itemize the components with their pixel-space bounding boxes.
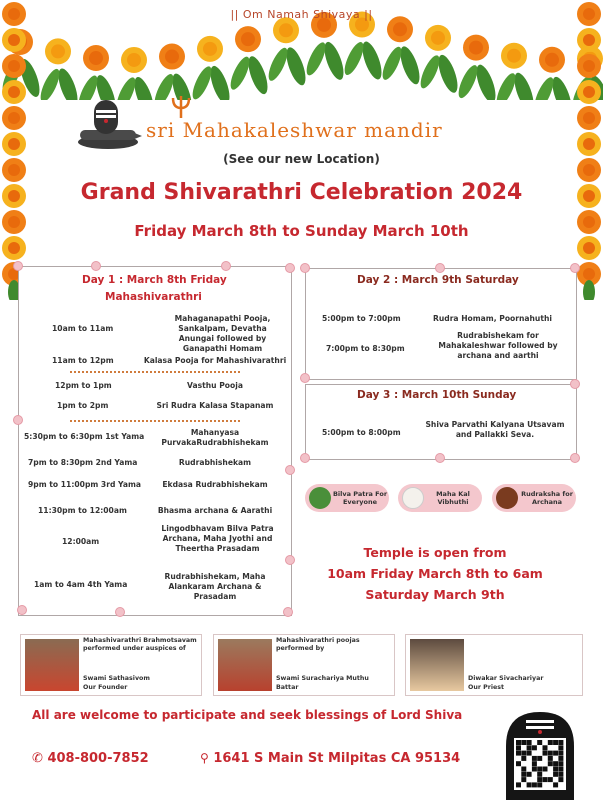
schedule-time: 7:00pm to 8:30pm xyxy=(326,344,405,353)
welcome-message: All are welcome to participate and seek blessings of Lord Shiva xyxy=(32,708,463,722)
decorative-flower xyxy=(285,263,295,273)
event-title: Grand Shivarathri Celebration 2024 xyxy=(80,180,523,205)
event-dates: Friday March 8th to Sunday March 10th xyxy=(134,222,469,240)
shiva-lingam-logo-icon xyxy=(72,94,142,154)
marigold-garland-right xyxy=(575,0,603,300)
schedule-time: 10am to 11am xyxy=(52,324,114,333)
vibhuthi-bowl-icon xyxy=(402,487,424,509)
decorative-flower xyxy=(115,607,125,617)
priest-card-battar: Mahashivarathri poojas performed by Swami Surachariya Muthu Battar xyxy=(213,634,395,696)
decorative-flower xyxy=(13,415,23,425)
schedule-time: 5:00pm to 8:00pm xyxy=(322,428,401,437)
temple-name: sri Mahakaleshwar mandir xyxy=(146,118,443,142)
schedule-time: 7pm to 8:30pm 2nd Yama xyxy=(28,458,138,467)
decorative-flower xyxy=(300,263,310,273)
offering-bilva-patra: Bilva Patra For Everyone xyxy=(305,484,389,512)
priest-photo xyxy=(218,639,272,691)
phone-contact[interactable] xyxy=(32,751,149,766)
phone-number: 408-800-7852 xyxy=(47,751,149,766)
priest-card-priest: Diwakar Sivachariyar Our Priest xyxy=(405,634,583,696)
map-pin-icon: ⚲ xyxy=(200,751,209,765)
schedule-time: 1pm to 2pm xyxy=(57,401,109,410)
temple-hours-line2: 10am Friday March 8th to 6am xyxy=(327,566,543,581)
decorative-flower xyxy=(570,379,580,389)
schedule-time: 5:00pm to 7:00pm xyxy=(322,314,401,323)
decorative-flower xyxy=(300,373,310,383)
schedule-event: Rudra Homam, Poornahuthi xyxy=(433,314,552,323)
schedule-event: Rudrabishekam for Mahakaleshwar followed by archana and aarthi xyxy=(438,331,558,360)
bilva-leaf-icon xyxy=(309,487,331,509)
schedule-time: 9pm to 11:00pm 3rd Yama xyxy=(28,480,142,489)
qr-code-icon[interactable] xyxy=(500,706,580,800)
schedule-time: 1am to 4am 4th Yama xyxy=(34,580,128,589)
temple-hours-line1: Temple is open from xyxy=(363,545,507,560)
decorative-flower xyxy=(435,453,445,463)
decorative-flower xyxy=(435,263,445,273)
marigold-garland-left xyxy=(0,0,28,300)
schedule-event: Rudrabhishekam, Maha Alankaram Archana & Prasadam xyxy=(164,572,266,601)
decorative-flower xyxy=(221,261,231,271)
decorative-flower xyxy=(570,453,580,463)
rudraksha-beads-icon xyxy=(496,487,518,509)
offering-vibhuthi: Maha Kal Vibhuthi xyxy=(398,484,482,512)
phone-icon: ✆ xyxy=(32,751,43,766)
divider xyxy=(70,371,240,375)
address-text: 1641 S Main St Milpitas CA 95134 xyxy=(213,751,461,766)
schedule-time: 11:30pm to 12:00am xyxy=(38,506,127,515)
schedule-event: Rudrabhishekam xyxy=(178,458,252,467)
schedule-time: 5:30pm to 6:30pm 1st Yama xyxy=(24,432,145,441)
temple-hours-line3: Saturday March 9th xyxy=(365,587,505,602)
schedule-event: Bhasma archana & Aarathi xyxy=(157,506,273,515)
day1-heading: Day 1 : March 8th Friday xyxy=(82,274,227,286)
om-namah-shivaya: || Om Namah Shivaya || xyxy=(230,8,373,21)
decorative-flower xyxy=(285,465,295,475)
schedule-time: 12pm to 1pm xyxy=(55,381,112,390)
day2-heading: Day 2 : March 9th Saturday xyxy=(357,274,519,286)
address-contact[interactable] xyxy=(200,751,460,766)
schedule-time: 11am to 12pm xyxy=(52,356,114,365)
decorative-flower xyxy=(300,453,310,463)
trishul-icon xyxy=(168,94,194,120)
decorative-flower xyxy=(283,607,293,617)
schedule-event: Kalasa Pooja for Mahashivarathri xyxy=(143,356,287,365)
schedule-event: Mahaganapathi Pooja, Sankalpam, Devatha Anungai followed by Ganapathi Homam xyxy=(174,314,271,353)
decorative-flower xyxy=(285,555,295,565)
day3-heading: Day 3 : March 10th Sunday xyxy=(357,389,517,401)
schedule-event: Vasthu Pooja xyxy=(187,381,243,390)
schedule-event: Ekdasa Rudrabhishekam xyxy=(162,480,268,489)
decorative-flower xyxy=(17,605,27,615)
schedule-event: Lingodbhavam Bilva Patra Archana, Maha Jyothi and Theertha Prasadam xyxy=(161,524,274,553)
priest-card-founder: Mahashivarathri Brahmotsavam performed under auspices of Swami Sathasivom Our Founder xyxy=(20,634,202,696)
decorative-flower xyxy=(570,263,580,273)
schedule-event: Mahanyasa PurvakaRudrabhishekam xyxy=(161,428,269,447)
schedule-event: Sri Rudra Kalasa Stapanam xyxy=(156,401,274,410)
divider xyxy=(70,420,240,424)
decorative-flower xyxy=(91,261,101,271)
day1-subheading: Mahashivarathri xyxy=(105,291,202,303)
new-location-link[interactable]: (See our new Location) xyxy=(223,152,380,166)
priest-photo xyxy=(410,639,464,691)
schedule-time: 12:00am xyxy=(62,537,100,546)
priest-photo xyxy=(25,639,79,691)
decorative-flower xyxy=(13,261,23,271)
offering-rudraksha: Rudraksha for Archana xyxy=(492,484,576,512)
schedule-event: Shiva Parvathi Kalyana Utsavam and Pallakki Seva. xyxy=(425,420,565,439)
